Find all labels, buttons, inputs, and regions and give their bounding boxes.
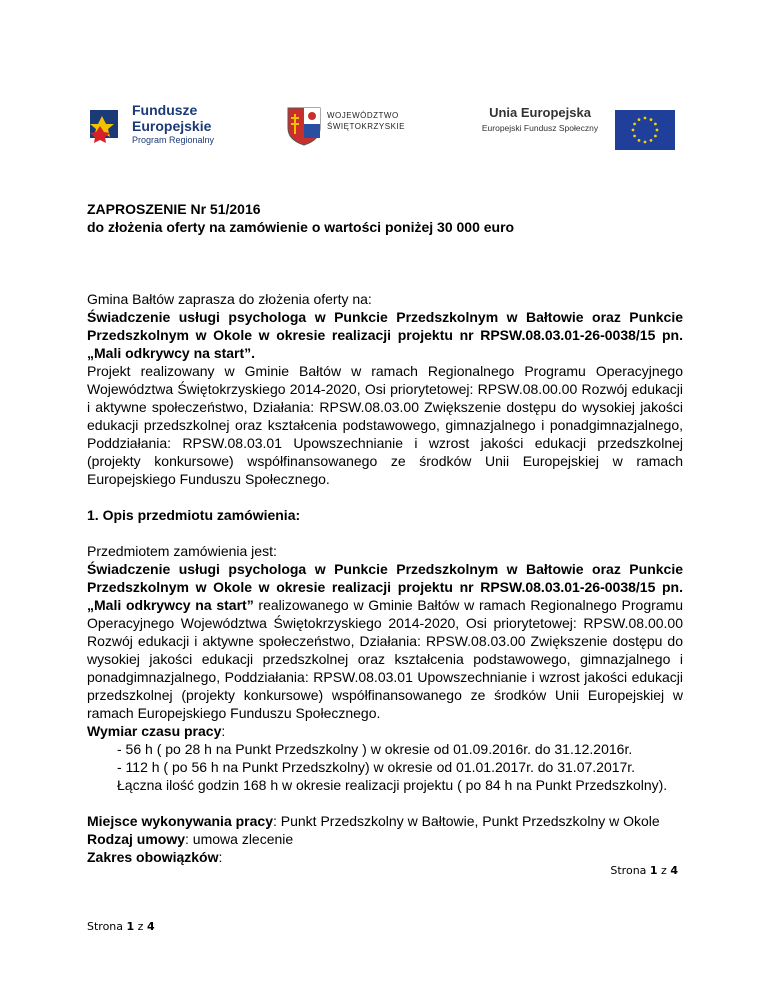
contract-type-label: Rodzaj umowy: [87, 831, 186, 847]
intro-body: Projekt realizowany w Gminie Bałtów w ramach Regionalnego Programu Operacyjnego Województwa Świętokrzyskiego 2014-2020, Osi priorytetowej: RPSW.08.00.00 Rozwój edukacji i aktywne społeczeństwo, Działania: RPSW.08.03.00 Zwiększenie dostępu do wysokiej jakości edukacji przedszkolnej oraz kształcenia podstawowego, gimnazjalnego i ponadgimnazjalnego, Poddziałania: RPSW.08.03.01 Upowszechnianie i wzrost jakości edukacji przedszkolnej (projekty konkursowe) współfinansowanego ze środków Unii Europejskiej w ramach Europejskiego Funduszu Społecznego.: [87, 363, 683, 487]
document-subtitle: do złożenia oferty na zamówienie o wartości poniżej 30 000 euro: [87, 219, 515, 235]
section1-subject-bold: Świadczenie usługi psychologa w Punkcie Przedszkolnym w Bałtowie oraz Punkcie Przedszkolnym w Okole w okresie realizacji projektu nr RPSW.08.03.01-26-0038/15 pn. „Mali odkrywcy na start”: [87, 561, 683, 613]
fe-subtitle: Program Regionalny: [132, 135, 215, 145]
work-place: [87, 812, 683, 830]
logo-bar: [0, 100, 768, 160]
page-number-right: Strona 1 z 4: [610, 864, 678, 877]
eu-flag-icon: [615, 110, 675, 150]
work-time-label: Wymiar czasu pracy: [87, 723, 222, 739]
fe-star-icon: [90, 102, 134, 146]
contract-type-value: : umowa zlecenie: [185, 831, 294, 847]
duties-label: Zakres obowiązków: [87, 849, 219, 865]
contract-type: [87, 830, 683, 848]
page-number-left: Strona 1 z 4: [87, 920, 155, 933]
work-time: Wymiar czasu pracy:: [87, 723, 226, 739]
time-item: - 56 h ( po 28 h na Punkt Przedszkolny ) w okresie od 01.09.2016r. do 31.12.2016r.: [117, 741, 633, 757]
work-place-label: Miejsce wykonywania pracy: [87, 813, 273, 829]
section1-subject-rest: realizowanego w Gminie Bałtów w ramach Regionalnego Programu Operacyjnego Województwa Świętokrzyskiego 2014-2020, Osi priorytetowej: RPSW.08.00.00 Rozwój edukacji i aktywne społeczeństwo, Działania: RPSW.08.03.00 Zwiększenie dostępu do wysokiej jakości edukacji przedszkolnej oraz kształcenia podstawowego, gimnazjalnego i ponadgimnazjalnego, Poddziałania: RPSW.08.03.01 Upowszechnianie i wzrost jakości edukacji przedszkolnej (projekty konkursowe) współfinansowanego ze środków Unii Europejskiej w ramach Europejskiego Funduszu Społecznego.: [87, 597, 683, 721]
fe-title-line2: Europejskie: [132, 118, 212, 134]
duties: Zakres obowiązków:: [87, 849, 223, 865]
unia-europejska-text: [470, 104, 610, 134]
invite-text: Gmina Bałtów zaprasza do złożenia oferty na:: [87, 291, 372, 307]
fe-title-line1: Fundusze: [132, 102, 198, 118]
work-place-value: : Punkt Przedszkolny w Bałtowie, Punkt Przedszkolny w Okole: [272, 813, 660, 829]
document-title: ZAPROSZENIE Nr 51/2016: [87, 201, 261, 217]
time-item: - 112 h ( po 56 h na Punkt Przedszkolny) w okresie od 01.01.2017r. do 31.07.2017r.: [117, 759, 636, 775]
document-body: [87, 200, 683, 866]
crest-icon: [287, 106, 321, 146]
section1-subject: [87, 560, 683, 722]
section1-heading: 1. Opis przedmiotu zamówienia:: [87, 507, 301, 523]
ws-line1: WOJEWÓDZTWO: [327, 111, 399, 120]
ue-subtitle: Europejski Fundusz Społeczny: [481, 123, 599, 133]
ue-title: Unia Europejska: [489, 105, 591, 120]
section1-lead: Przedmiotem zamówienia jest:: [87, 543, 277, 559]
intro-subject: Świadczenie usługi psychologa w Punkcie Przedszkolnym w Bałtowie oraz Punkcie Przedszkolnym w Okole w okresie realizacji projektu nr RPSW.08.03.01-26-0038/15 pn. „Mali odkrywcy na start”.: [87, 309, 683, 361]
ws-line2: ŚWIĘTOKRZYSKIE: [327, 122, 405, 131]
time-total: Łączna ilość godzin 168 h w okresie realizacji projektu ( po 84 h na Punkt Przedszkolny).: [117, 777, 668, 793]
